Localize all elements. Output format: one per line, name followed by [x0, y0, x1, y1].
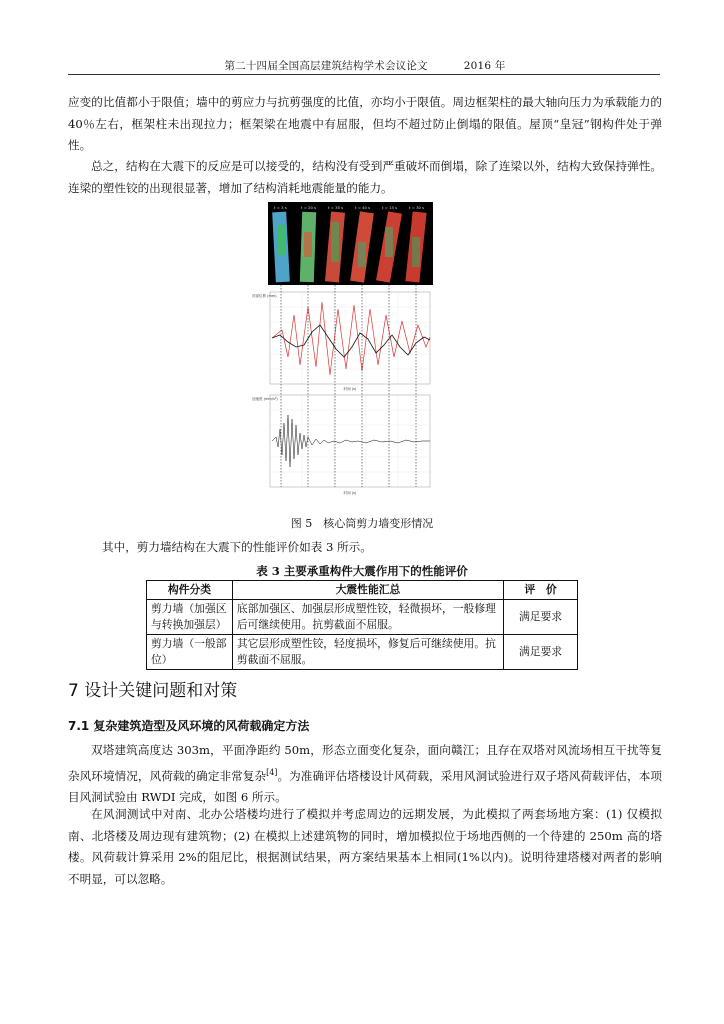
core-snapshot-detail — [277, 225, 285, 255]
table-cell-summary: 底部加强区、加强层形成塑性铰，轻微损坏，一般修理后可继续使用。抗剪截面不屈服。 — [232, 600, 503, 635]
citation-ref: [4] — [266, 767, 278, 777]
table-header-row — [147, 581, 578, 600]
snapshot-label: t = 3 s — [274, 205, 287, 210]
acceleration-xlabel: 时间 (s) — [343, 491, 357, 495]
snapshot-label: t = 35 s — [328, 205, 344, 210]
table-title: 表 3 主要承重构件大震作用下的性能评价 — [256, 564, 468, 578]
table-cell-eval: 满足要求 — [504, 635, 578, 670]
acceleration-ylabel: 加速度 (mm/s²) — [252, 397, 278, 401]
paragraph-3: 其中，剪力墙结构在大震下的性能评价如表 3 所示。 — [102, 540, 372, 554]
core-snapshot-detail — [412, 237, 420, 267]
table-cell-type: 剪力墙（一般部位） — [147, 635, 233, 670]
header-year: 2016 年 — [463, 60, 506, 72]
snapshot-label: t = 30 s — [409, 205, 425, 210]
snapshot-label: t = 40 s — [355, 205, 371, 210]
snapshot-label: t = 15 s — [382, 205, 398, 210]
section-heading: 7 设计关键问题和对策 — [68, 681, 238, 701]
figure-caption: 图 5 核心筒剪力墙变形情况 — [290, 517, 434, 530]
displacement-xlabel: 时间 (s) — [343, 387, 357, 391]
subsection-heading: 7.1 复杂建筑造型及风环境的风荷载确定方法 — [68, 719, 310, 733]
core-snapshot-detail — [331, 222, 339, 262]
core-snapshot-detail — [304, 232, 312, 257]
paragraph-4 — [68, 740, 662, 808]
header-cell: 大震性能汇总 — [232, 581, 503, 600]
paragraph-4-text-b: 。为准确评估塔楼设计风荷载，采用风洞试验进行双子塔风荷载评估，本项目风洞试验由 RWDI 完成，如图 6 所示。 — [68, 768, 662, 804]
table-cell-type: 剪力墙（加强区与转换加强层） — [147, 600, 233, 635]
header-cell: 构件分类 — [147, 581, 233, 600]
paragraph-2: 总之，结构在大震下的反应是可以接受的，结构没有受到严重破坏而倒塌，除了连梁以外，结构大致保持弹性。连梁的塑性铰的出现很显著，增加了结构消耗地震能量的能力。 — [68, 159, 662, 195]
performance-table — [146, 580, 578, 670]
core-snapshot-detail — [385, 227, 393, 257]
header-cell: 评 价 — [504, 581, 578, 600]
core-snapshot-detail — [358, 242, 366, 267]
paragraph-5: 在风洞测试中对南、北办公塔楼均进行了模拟并考虑周边的远期发展，为此模拟了两套场地方案：(1) 仅模拟南、北塔楼及周边现有建筑物；(2) 在模拟上述建筑物的同时，增加模拟位于场地西侧的一个待建的 250m 高的塔楼。风荷载计算采用 2%的阻尼比，根据测试结果，两方案结果基本上相同(1%以内)。说明待建塔楼对两者的影响不明显，可以忽略。 — [68, 807, 662, 886]
table-cell-summary: 其它层形成塑性铰，轻度损坏，修复后可继续使用。抗剪截面不屈服。 — [232, 635, 503, 670]
table-row — [147, 600, 578, 635]
paragraph-1: 应变的比值都小于限值；墙中的剪应力与抗剪强度的比值，亦均小于限值。周边框架柱的最大轴向压力为承载能力的 40％左右，框架柱未出现拉力；框架梁在地震中有屈服，但均不超过防止倒塌的限值。屋顶“皇冠”钢构件处于弹性。 — [68, 95, 662, 152]
displacement-ylabel: 顶部位移 (mm) — [252, 294, 277, 298]
table-row — [147, 635, 578, 670]
running-header — [70, 58, 660, 73]
header-conference: 第二十四届全国高层建筑结构学术会议论文 — [224, 60, 428, 72]
table-cell-eval: 满足要求 — [504, 600, 578, 635]
figure-5 — [252, 197, 438, 497]
snapshot-label: t = 20 s — [301, 205, 317, 210]
paragraph-4-text-a: 双塔建筑高度达 303m，平面净距约 50m，形态立面变化复杂，面向赣江；且存在双塔对风流场相互干扰等复杂风环境情况，风荷载的确定非常复杂 — [68, 743, 662, 783]
header-rule — [68, 74, 660, 75]
